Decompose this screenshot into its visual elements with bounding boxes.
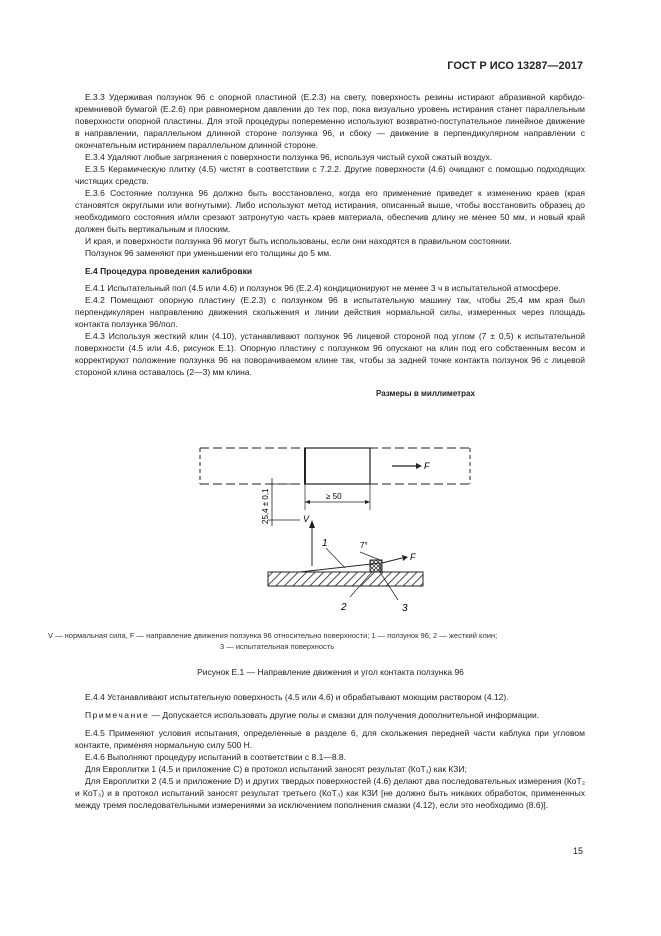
callout-3-label: 3 (402, 603, 408, 614)
slider-top-view (305, 448, 370, 484)
section-heading-e4: Е.4 Процедура проведения калибровки (85, 266, 253, 276)
standard-header: ГОСТ Р ИСО 13287—2017 (447, 60, 583, 72)
para-e336b: И края, и поверхности ползунка 96 могут быть использованы, если они находятся в правильном состоянии. (85, 236, 512, 246)
para-e444: Е.4.4 Устанавливают испытательную поверхность (4.5 или 4.6) и обрабатывают моющим раствором (4.12). (85, 692, 509, 702)
para-e446: Е.4.6 Выполняют процедуру испытаний в соответствии с 8.1—8.8. (85, 752, 347, 762)
para-e333: Е.3.3 Удерживая ползунок 96 с опорной пластиной (Е.2.3) на свету, поверхность резины истирают абразивной карбидо-кремниевой бумагой (Е.2.6) при равномерном давлении до тех пор, пока визуально уровень истирания станет параллельным поверхности опорной пластины. Для этой процедуры попеременно используют возвратно-поступательное линейное движение в направлении, параллельном длинной стороне ползунка 96, и сбоку — движение в перпендикулярном направлении с окончательным истиранием параллельном длинной стороне. (75, 92, 585, 150)
legend-line-1: V — нормальная сила, F — направление движения ползунка 96 относительно поверхности; 1 — ползунок 96; 2 — жесткий клин; (48, 631, 498, 640)
figure-legend (48, 630, 608, 652)
figure-e1-diagram (0, 420, 661, 620)
force-label-side: F (410, 552, 416, 562)
length-dimension-label: ≥ 50 (326, 492, 342, 501)
legend-line-2: 3 — испытательная поверхность (220, 642, 335, 651)
para-e443: Е.4.3 Используя жесткий клин (4.10), устанавливают ползунок 96 лицевой стороной под углом (7 ± 0,5) к испытательной поверхности (4.5 или 4.6, рисунок Е.1). Опорную пластину с ползунком 96 опускают на клин под его собственным весом и корректируют положение ползунка 96 на поворачиваемом клине так, чтобы за задней точке контакта ползунок 96 с лицевой стороной клина оставалось (2—3) мм клина. (75, 331, 585, 377)
para-e334: Е.3.4 Удаляют любые загрязнения с поверхности ползунка 96, используя чистый сухой сжатый воздух. (85, 152, 493, 162)
para-e445: Е.4.5 Применяют условия испытания, определенные в разделе 6, для скольжения передней части каблука при угловом контакте, применяя нормальную силу 500 Н. (75, 728, 585, 750)
length-dim-arrow-left (305, 500, 310, 504)
para-e335: Е.3.5 Керамическую плитку (4.5) чистят в соответствии с 7.2.2. Другие поверхности (4.6) очищают с помощью подходящих чистящих средств. (75, 164, 585, 186)
para-e442: Е.4.2 Помещают опорную пластину (Е.2.3) с ползунком 96 в испытательную машину так, чтобы 25,4 мм края был перпендикулярен направлению движения скольжения и линии действия нормальной силы, измеренных через площадь контакта ползунка 96/пол. (75, 295, 585, 329)
figure-caption: Рисунок Е.1 — Направление движения и угол контакта ползунка 96 (197, 667, 464, 677)
text-block-e3 (75, 91, 585, 378)
test-surface (268, 572, 423, 586)
para-e446b: Для Европлитки 1 (4.5 и приложение С) в протокол испытаний заносят результат (КоТ₁) как КЗИ; (85, 764, 467, 774)
dimensions-note: Размеры в миллиметрах (376, 389, 475, 398)
length-dim-arrow-right (365, 500, 370, 504)
note-text: — Допускается использовать другие полы и смазки для получения дополнительной информации. (149, 710, 540, 720)
note (75, 709, 585, 721)
note-label: Примечание (85, 710, 150, 720)
angle-arc-line (360, 552, 380, 560)
page-number: 15 (572, 846, 583, 856)
para-e336: Е.3.6 Состояние ползунка 96 должно быть восстановлено, когда его применение приведет к изменению краев (края становятся округлыми или вогнутыми). Либо используют метод истирания, описанный выше, чтобы восстановить образец до необходимого состояния и/или срезают затронутую часть краев материала, обеспечив длину не менее 50 мм, и новый край должен быть вертикальным и плоским. (75, 188, 585, 234)
callout-1-label: 1 (322, 538, 328, 549)
callout-2-label: 2 (341, 602, 347, 613)
callout-1-leader (326, 548, 345, 568)
force-arrow-side (382, 558, 402, 563)
slider-side-view (370, 560, 382, 572)
width-dimension-label: 25,4 ± 0,1 (261, 488, 270, 524)
text-block-e4-cont (75, 691, 585, 811)
normal-force-arrowhead (309, 520, 315, 528)
force-label-top: F (424, 461, 430, 471)
normal-force-label: V (303, 514, 310, 524)
angle-label: 7° (360, 541, 368, 550)
force-arrowhead-side (402, 555, 408, 561)
para-e441: Е.4.1 Испытательный пол (4.5 или 4.6) и ползунок 96 (Е.2.4) кондиционируют не менее 3 ч в испытательной атмосфере. (85, 283, 561, 293)
force-arrowhead-top (416, 463, 422, 469)
para-e446c: Для Европлитки 2 (4.5 и приложение D) и других твердых поверхностей (4.6) делают два последовательных измерения (КоТ₂ и КоТ₃) и в протокол испытаний заносят результат третьего (КоТ₃) как КЗИ [не должно быть никаких обработок, примененных между тремя последовательными измерениями за исключением пополнения смазки (4.12), если это необходимо (8.6)]. (75, 776, 585, 810)
para-e336c: Ползунок 96 заменяют при уменьшении его толщины до 5 мм. (85, 248, 332, 258)
